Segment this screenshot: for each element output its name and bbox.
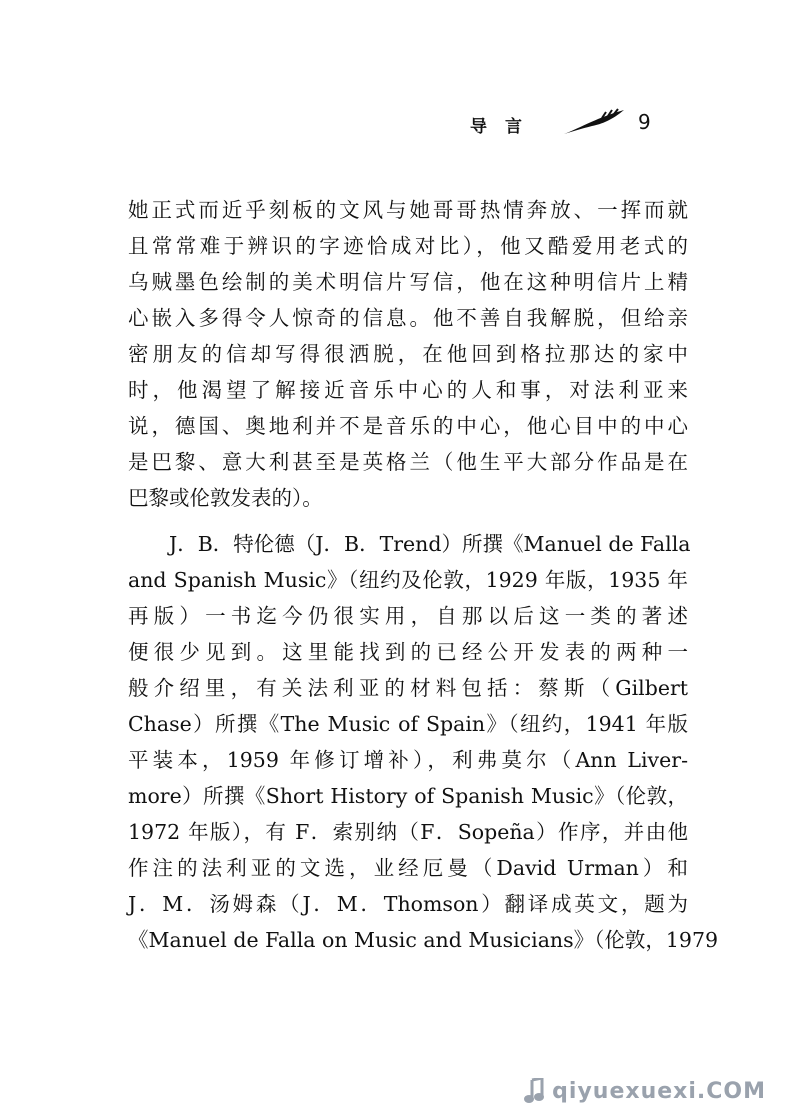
quill-ornament-icon: [562, 108, 626, 136]
text-line: and Spanish Music》（纽约及伦敦，1929 年版，1935 年: [128, 568, 688, 592]
header-title: 导言: [470, 117, 540, 137]
site-watermark: [524, 1078, 766, 1104]
text-line: more）所撰《Short History of Spanish Music》（伦敦，: [128, 784, 688, 808]
text-line: 《Manuel de Falla on Music and Musicians》（伦敦，1979: [128, 928, 719, 952]
text-line: 且常常难于辨识的字迹恰成对比），他又酷爱用老式的: [128, 234, 688, 258]
text-line: 说，德国、奥地利并不是音乐的中心，他心目中的中心: [128, 414, 688, 438]
text-line: J．B．特伦德（J．B．Trend）所撰《Manuel de Falla: [128, 532, 691, 556]
paragraph-2: [128, 526, 719, 958]
body-text: [128, 192, 719, 958]
text-line: 平装本，1959 年修订增补），利弗莫尔（Ann Liver-: [128, 748, 688, 772]
text-line: Chase）所撰《The Music of Spain》（纽约，1941 年版: [128, 712, 688, 736]
text-line: 密朋友的信却写得很洒脱，在他回到格拉那达的家中: [128, 342, 688, 366]
paragraph-1: [128, 192, 688, 516]
watermark-text: qiyuexuexi.COM: [552, 1078, 766, 1104]
music-note-icon: [524, 1078, 546, 1104]
text-line: 心嵌入多得令人惊奇的信息。他不善自我解脱，但给亲: [128, 306, 688, 330]
text-line: 再版）一书迄今仍很实用，自那以后这一类的著述: [128, 604, 688, 628]
text-line: 是巴黎、意大利甚至是英格兰（他生平大部分作品是在: [128, 450, 688, 474]
text-line: 时，他渴望了解接近音乐中心的人和事，对法利亚来: [128, 378, 688, 402]
text-line: 她正式而近乎刻板的文风与她哥哥热情奔放、一挥而就: [128, 198, 688, 222]
text-line: 1972 年版），有 F．索别纳（F．Sopeña）作序，并由他: [128, 820, 688, 844]
text-line: 便很少见到。这里能找到的已经公开发表的两种一: [128, 640, 688, 664]
page-number: 9: [638, 110, 651, 134]
text-line: J．M．汤姆森（J．M．Thomson）翻译成英文，题为: [128, 892, 688, 916]
running-header: [470, 108, 670, 140]
text-line: 巴黎或伦敦发表的）。: [128, 486, 323, 510]
text-line: 作注的法利亚的文选，业经厄曼（David Urman）和: [128, 856, 688, 880]
text-line: 乌贼墨色绘制的美术明信片写信，他在这种明信片上精: [128, 270, 688, 294]
text-line: 般介绍里，有关法利亚的材料包括：蔡斯（Gilbert: [128, 676, 688, 700]
